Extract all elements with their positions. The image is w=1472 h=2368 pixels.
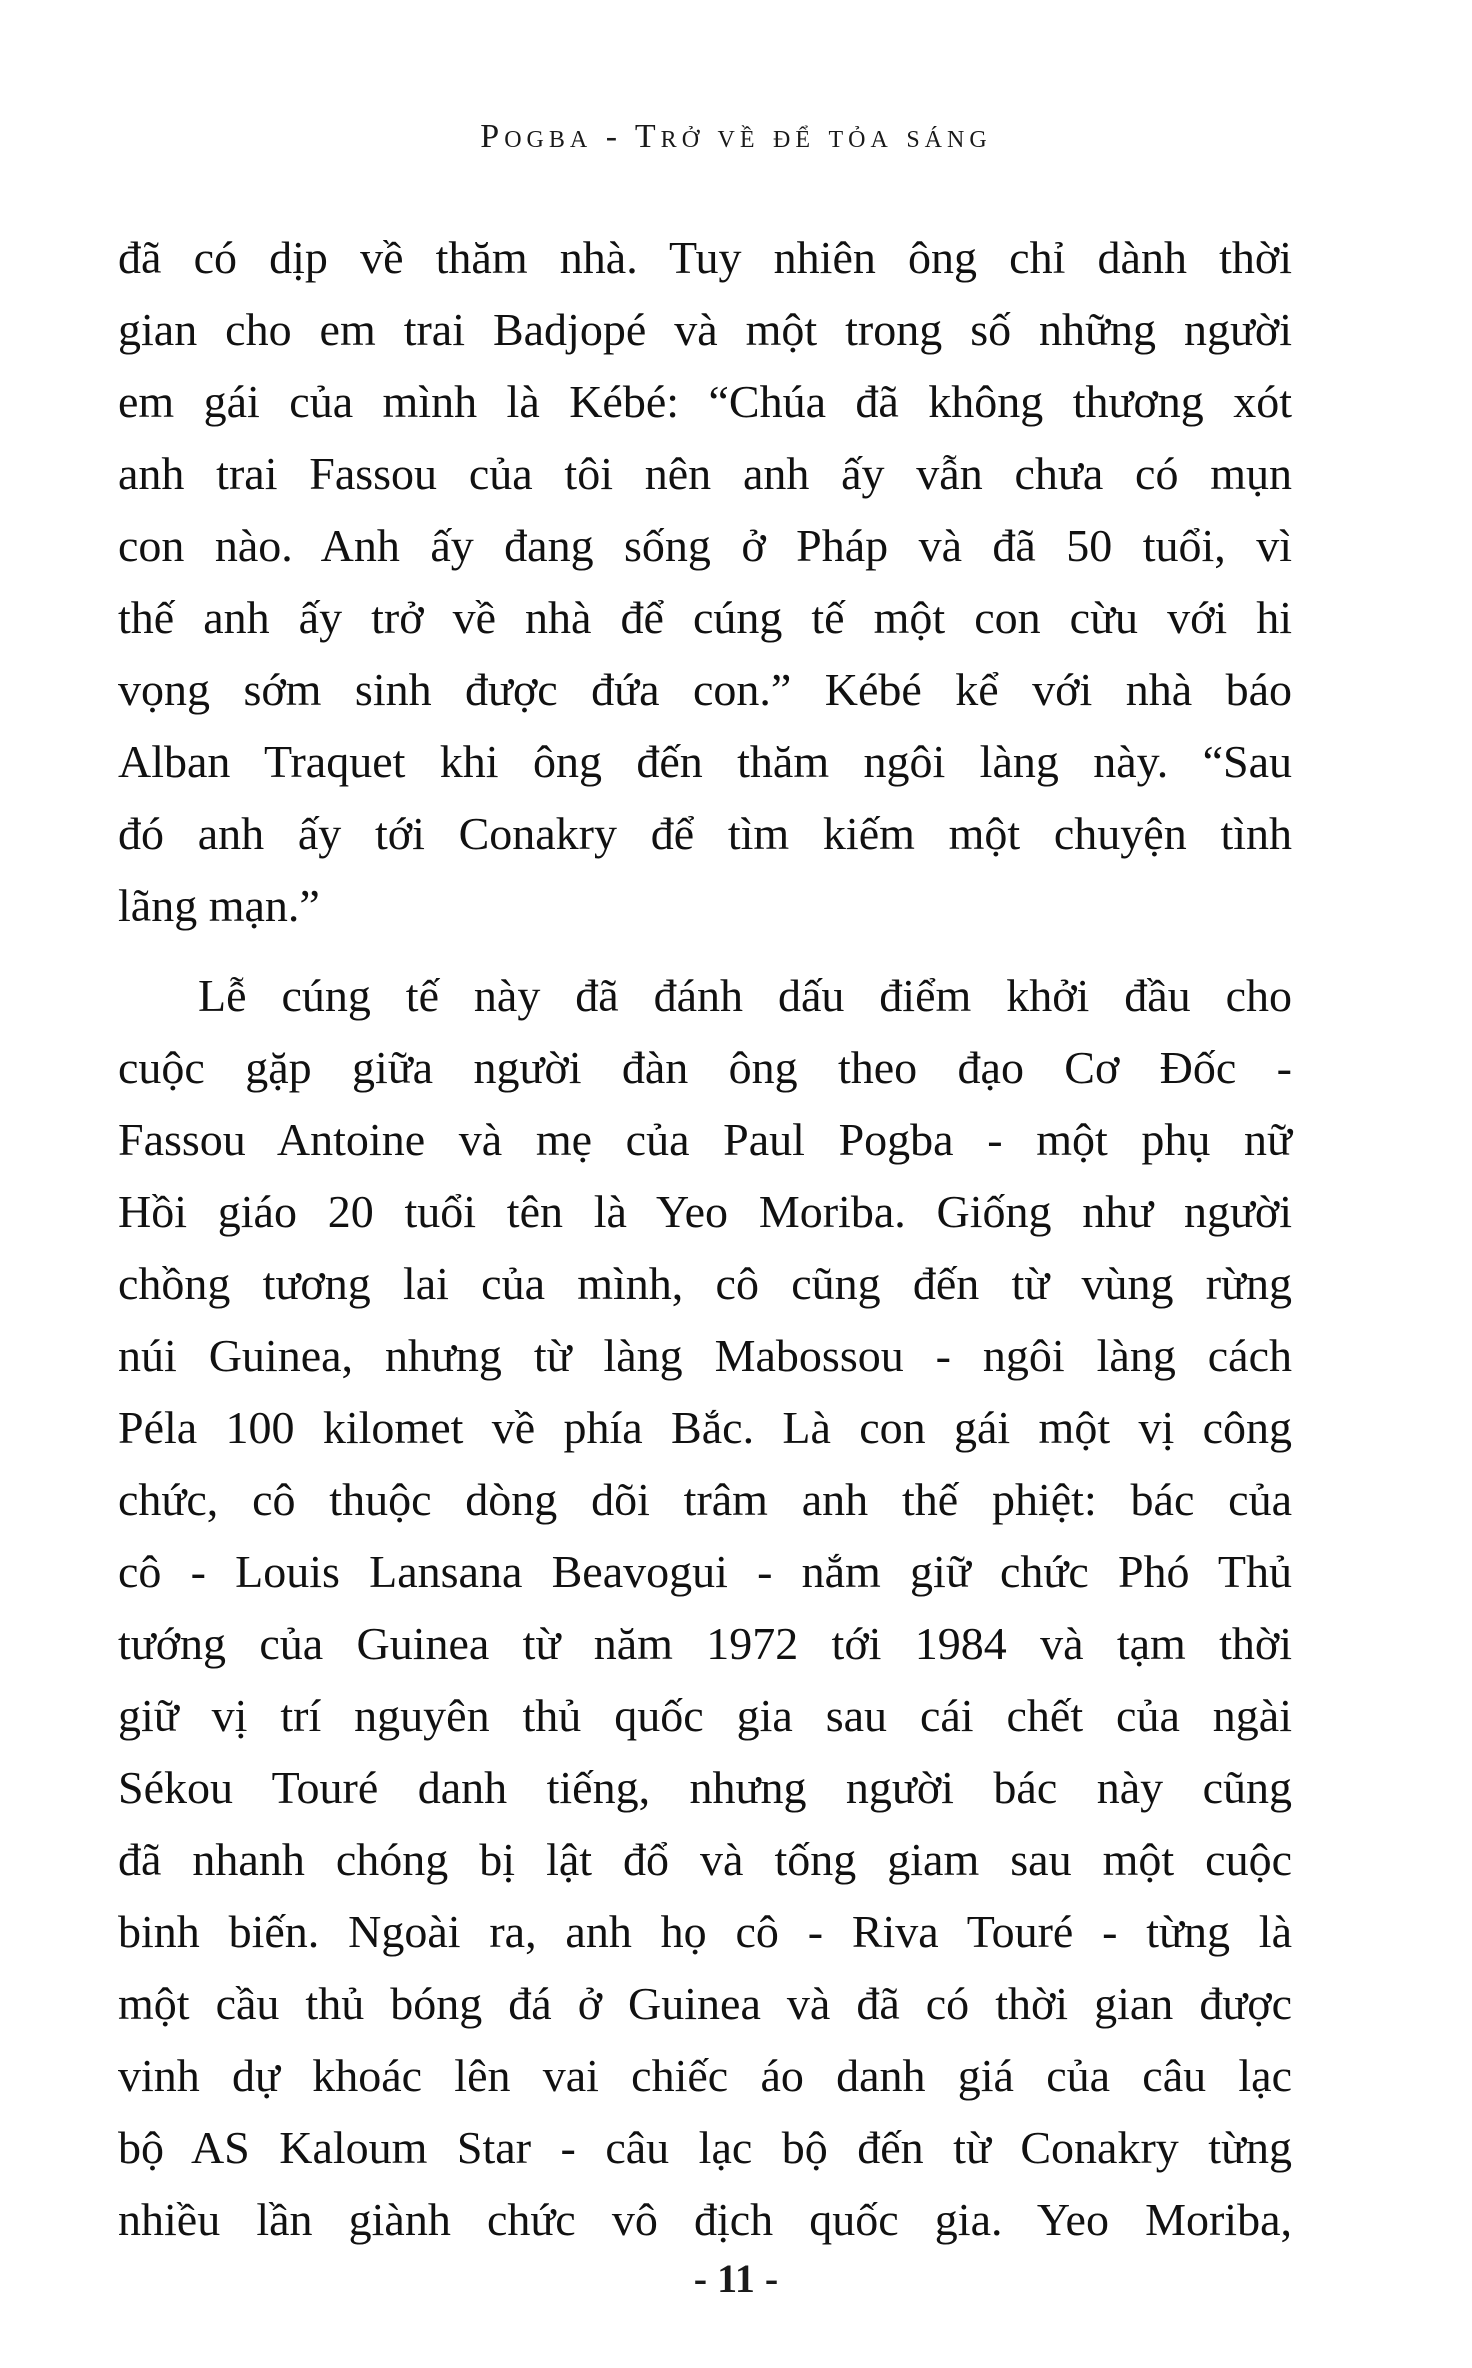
text-line: vinh dự khoác lên vai chiếc áo danh giá của câu lạc [118,2050,1292,2101]
text-line: đó anh ấy tới Conakry để tìm kiếm một chuyện tình [118,808,1292,859]
text-line: Alban Traquet khi ông đến thăm ngôi làng này. “Sau [118,736,1292,787]
text-line: đã nhanh chóng bị lật đổ và tống giam sau một cuộc [118,1834,1292,1885]
text-line: binh biến. Ngoài ra, anh họ cô - Riva Touré - từng là [118,1906,1292,1957]
text-line: thế anh ấy trở về nhà để cúng tế một con cừu với hi [118,592,1292,643]
text-line: cuộc gặp giữa người đàn ông theo đạo Cơ Đốc - [118,1042,1292,1093]
text-line: anh trai Fassou của tôi nên anh ấy vẫn chưa có mụn [118,448,1292,499]
text-line: Fassou Antoine và mẹ của Paul Pogba - một phụ nữ [118,1114,1292,1165]
paragraph-gap [118,942,1292,960]
text-line: bộ AS Kaloum Star - câu lạc bộ đến từ Conakry từng [118,2122,1292,2173]
text-line: nhiều lần giành chức vô địch quốc gia. Yeo Moriba, [118,2194,1292,2245]
text-line: Lễ cúng tế này đã đánh dấu điểm khởi đầu cho [198,970,1292,1021]
text-line: lãng mạn.” [118,880,320,931]
text-line: gian cho em trai Badjopé và một trong số những người [118,304,1292,355]
text-line: con nào. Anh ấy đang sống ở Pháp và đã 50 tuổi, vì [118,520,1292,571]
text-line: tướng của Guinea từ năm 1972 tới 1984 và tạm thời [118,1618,1292,1669]
text-line: núi Guinea, nhưng từ làng Mabossou - ngôi làng cách [118,1330,1292,1381]
text-line: vọng sớm sinh được đứa con.” Kébé kể với nhà báo [118,664,1292,715]
text-line: chồng tương lai của mình, cô cũng đến từ vùng rừng [118,1258,1292,1309]
text-line: Péla 100 kilomet về phía Bắc. Là con gái một vị công [118,1402,1292,1453]
page-number: - 11 - [693,2256,779,2301]
text-line: cô - Louis Lansana Beavogui - nắm giữ chức Phó Thủ [118,1546,1292,1597]
running-head: Pogba - Trở về để tỏa sáng [480,118,992,155]
text-line: đã có dịp về thăm nhà. Tuy nhiên ông chỉ dành thời [118,232,1292,283]
paragraph-2 [118,960,1292,2256]
text-line: chức, cô thuộc dòng dõi trâm anh thế phiệt: bác của [118,1474,1292,1525]
text-line: một cầu thủ bóng đá ở Guinea và đã có thời gian được [118,1978,1292,2029]
body-text [118,222,1292,2256]
text-line: giữ vị trí nguyên thủ quốc gia sau cái chết của ngài [118,1690,1292,1741]
paragraph-1 [118,222,1292,942]
text-line: em gái của mình là Kébé: “Chúa đã không thương xót [118,376,1292,427]
text-line: Sékou Touré danh tiếng, nhưng người bác này cũng [118,1762,1292,1813]
text-line: Hồi giáo 20 tuổi tên là Yeo Moriba. Giống như người [118,1186,1292,1237]
